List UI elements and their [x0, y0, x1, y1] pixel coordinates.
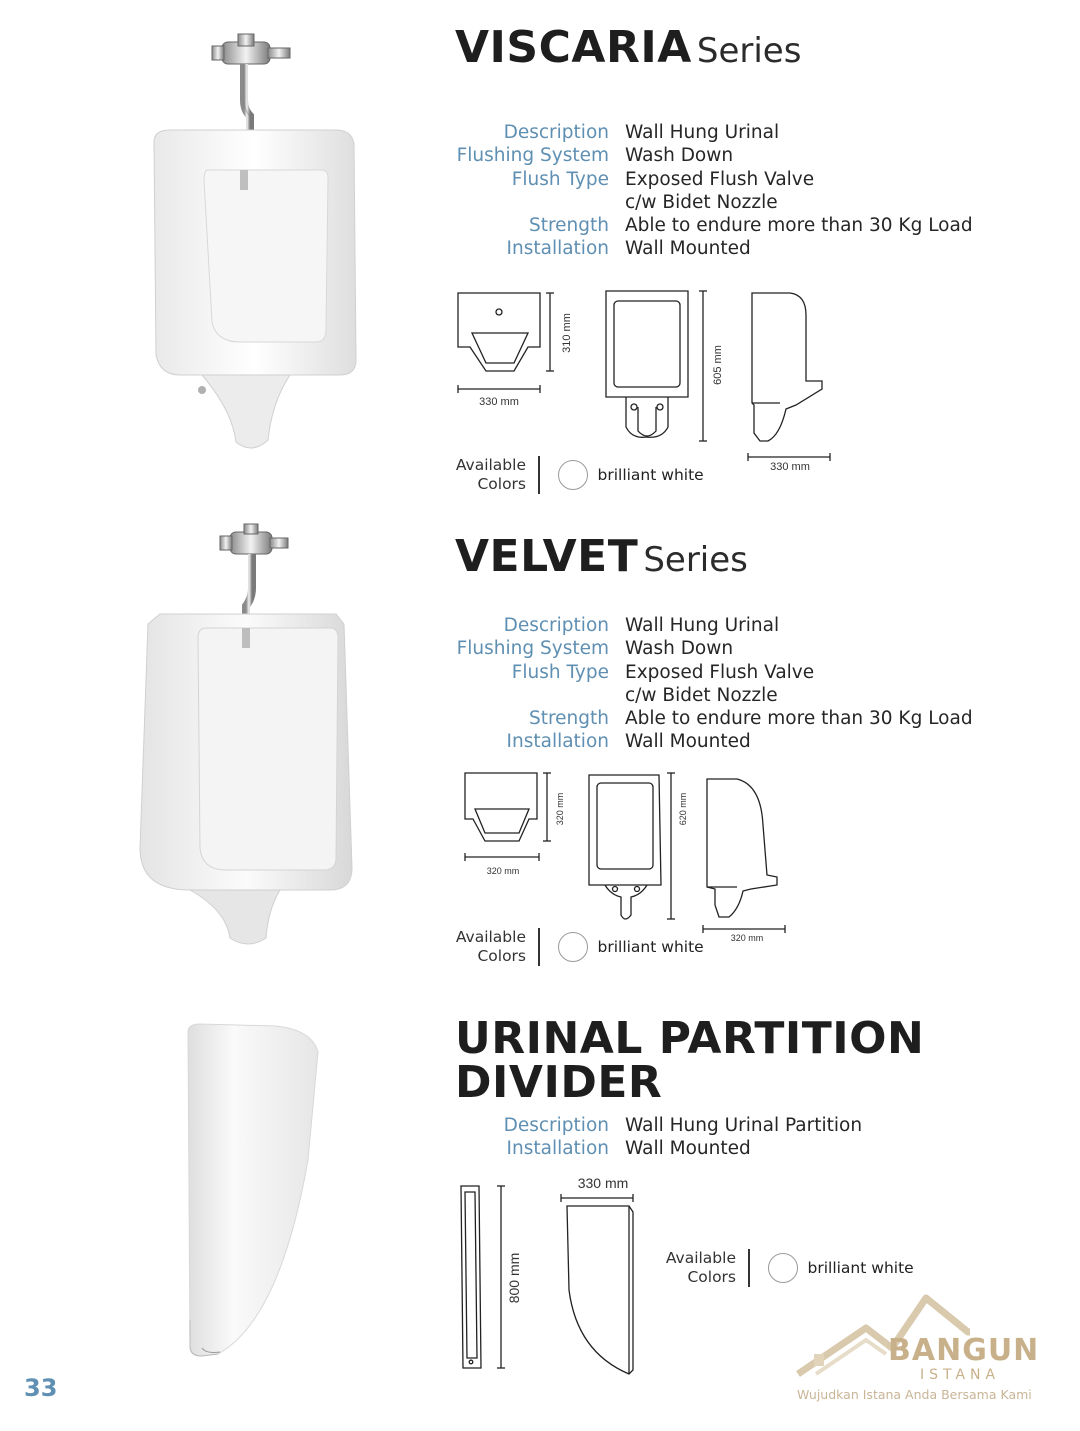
- spec-row: [440, 661, 1000, 684]
- dim-label: 330 mm: [577, 1175, 629, 1191]
- dim-label: 330 mm: [770, 461, 810, 473]
- velvet-title-bold: VELVET: [455, 531, 639, 582]
- dim-label: 605 mm: [712, 345, 724, 385]
- velvet-specs: [440, 614, 1000, 754]
- partition-available-colors: [650, 1249, 914, 1287]
- spec-row: [440, 1137, 1000, 1160]
- velvet-side-view: [707, 779, 777, 917]
- partition-dimension-drawing: [455, 1172, 655, 1382]
- spec-row: [440, 707, 1000, 730]
- spec-row: [440, 684, 1000, 707]
- velvet-title-series: Series: [643, 540, 748, 580]
- color-name: brilliant white: [597, 466, 704, 484]
- spec-label: Installation: [506, 1138, 609, 1160]
- spec-row: [440, 637, 1000, 660]
- spec-label: Description: [503, 615, 609, 636]
- spec-value: Wall Mounted: [625, 731, 751, 753]
- viscaria-front-view: [606, 291, 688, 397]
- viscaria-title-bold: VISCARIA: [455, 22, 692, 73]
- colors-label: Colors: [687, 1268, 736, 1286]
- partition-title: [455, 1013, 925, 1108]
- spec-row: [440, 168, 1000, 191]
- viscaria-side-view: [752, 293, 822, 441]
- spec-value: Wall Mounted: [625, 1138, 751, 1160]
- spec-label: Flush Type: [511, 661, 609, 683]
- spec-row: [440, 144, 1000, 167]
- dim-label: 330 mm: [479, 396, 519, 408]
- spec-row: [440, 121, 1000, 144]
- spec-value: c/w Bidet Nozzle: [625, 191, 778, 213]
- color-swatch-white: [558, 932, 588, 962]
- spec-label: Strength: [528, 215, 609, 237]
- spec-value: Exposed Flush Valve: [625, 661, 815, 683]
- color-swatch-white: [768, 1253, 798, 1283]
- velvet-available-colors: [440, 928, 704, 966]
- color-name: brilliant white: [597, 938, 704, 956]
- spec-value: Wash Down: [625, 638, 734, 660]
- spec-value: c/w Bidet Nozzle: [625, 684, 778, 706]
- dim-label: 620 mm: [678, 792, 688, 826]
- dim-label: 320 mm: [486, 866, 520, 876]
- spec-label: Flushing System: [456, 638, 609, 660]
- spec-label: [440, 191, 625, 214]
- viscaria-specs: [440, 121, 1000, 261]
- dim-label: 310 mm: [561, 313, 573, 353]
- color-swatch-white: [558, 460, 588, 490]
- spec-label: Flush Type: [511, 168, 609, 190]
- velvet-urinal-photo: [130, 518, 370, 948]
- logo-wordmark: BANGUN: [888, 1333, 1040, 1368]
- partition-front-view: [461, 1186, 481, 1368]
- spec-value: Able to endure more than 30 Kg Load: [625, 708, 973, 730]
- spec-row: [440, 214, 1000, 237]
- colors-label: Colors: [477, 475, 526, 493]
- divider: [748, 1249, 750, 1287]
- viscaria-title-series: Series: [696, 31, 802, 71]
- spec-row: [440, 730, 1000, 753]
- spec-label: Installation: [506, 238, 609, 260]
- spec-label: Description: [503, 122, 609, 143]
- available-label: Available: [455, 928, 526, 946]
- divider: [538, 456, 540, 494]
- color-name: brilliant white: [807, 1259, 914, 1277]
- dim-label: 320 mm: [730, 933, 764, 943]
- spec-value: Wall Mounted: [625, 238, 751, 260]
- viscaria-available-colors: [440, 456, 704, 494]
- spec-value: Exposed Flush Valve: [625, 168, 815, 190]
- spec-value: Wash Down: [625, 145, 734, 167]
- available-colors-label: [440, 456, 526, 494]
- velvet-dimension-drawing: [455, 765, 795, 945]
- spec-row: [440, 237, 1000, 260]
- spec-label: Strength: [528, 708, 609, 730]
- spec-row: [440, 614, 1000, 637]
- velvet-title: [455, 531, 748, 582]
- colors-label: Colors: [477, 947, 526, 965]
- available-colors-label: [440, 928, 526, 966]
- dim-label: 320 mm: [555, 792, 565, 826]
- divider: [538, 928, 540, 966]
- available-label: Available: [665, 1249, 736, 1267]
- spec-value: Wall Hung Urinal: [625, 615, 780, 636]
- viscaria-dimension-drawing: [450, 285, 840, 480]
- spec-label: Flushing System: [456, 145, 609, 167]
- logo-tagline: Wujudkan Istana Anda Bersama Kami: [797, 1387, 1032, 1402]
- available-label: Available: [455, 456, 526, 474]
- spec-value: Wall Hung Urinal: [625, 122, 780, 143]
- partition-side-view: [567, 1206, 633, 1374]
- partition-divider-photo: [180, 1020, 330, 1365]
- spec-value: Able to endure more than 30 Kg Load: [625, 215, 973, 237]
- velvet-top-view: [465, 773, 537, 841]
- viscaria-top-view: [458, 293, 540, 371]
- partition-title-line-2: DIVIDER: [455, 1057, 663, 1108]
- spec-row: [440, 1114, 1000, 1137]
- viscaria-title: [455, 22, 802, 73]
- partition-specs: [440, 1114, 1000, 1161]
- spec-label: Installation: [506, 731, 609, 753]
- spec-label: Description: [503, 1115, 609, 1136]
- partition-title-line-1: URINAL PARTITION: [455, 1013, 925, 1064]
- available-colors-label: [650, 1249, 736, 1287]
- spec-value: Wall Hung Urinal Partition: [625, 1115, 863, 1136]
- page-number: 33: [24, 1374, 58, 1402]
- viscaria-urinal-photo: [140, 30, 370, 460]
- logo-subtitle: ISTANA: [920, 1367, 1001, 1383]
- dim-label: 800 mm: [506, 1252, 522, 1304]
- spec-row: [440, 191, 1000, 214]
- spec-label: [440, 684, 625, 707]
